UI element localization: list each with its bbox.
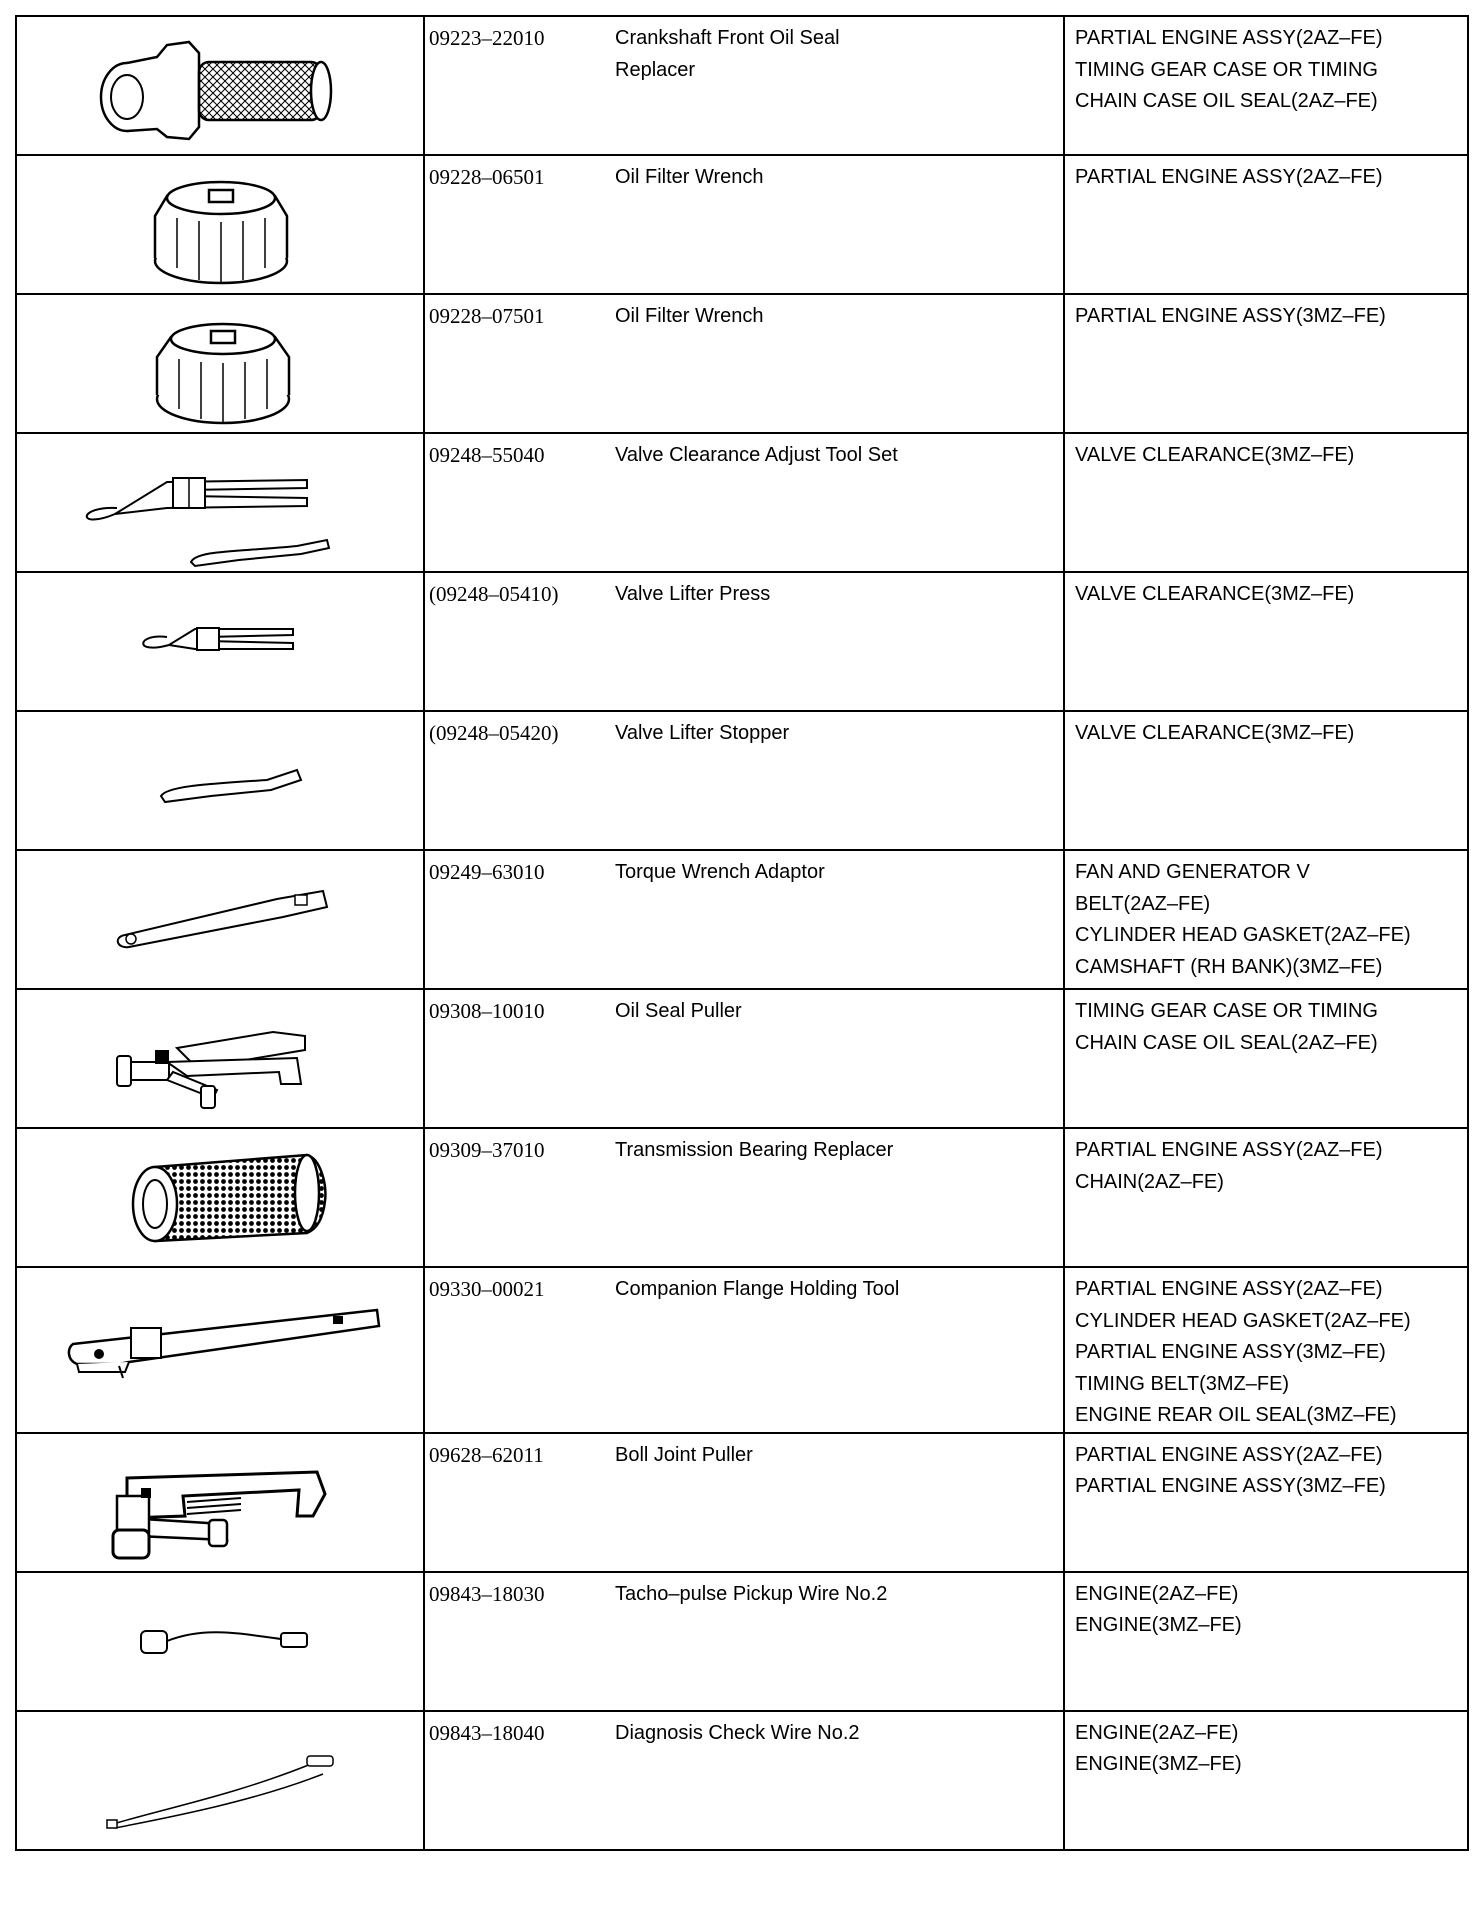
tool-usage-cell — [1064, 294, 1468, 433]
valve-clearance-tool-set-icon — [17, 434, 423, 573]
usage-line: PARTIAL ENGINE ASSY(2AZ–FE) — [1075, 1443, 1383, 1466]
part-number: 09843–18030 — [429, 1581, 545, 1606]
tool-name — [609, 579, 770, 611]
tool-name-line: Transmission Bearing Replacer — [615, 1139, 894, 1161]
usage-line: PARTIAL ENGINE ASSY(2AZ–FE) — [1075, 27, 1383, 49]
tool-info-cell — [424, 433, 1064, 572]
tool-name-line: Boll Joint Puller — [615, 1443, 753, 1466]
tool-usage-cell — [1064, 1128, 1468, 1267]
table-row — [16, 850, 1468, 989]
table-row — [16, 294, 1468, 433]
tool-illustration-cell — [16, 1128, 424, 1267]
usage-line: PARTIAL ENGINE ASSY(3MZ–FE) — [1075, 1341, 1386, 1363]
table-row — [16, 572, 1468, 711]
usage-line: TIMING GEAR CASE OR TIMING — [1075, 1000, 1378, 1022]
tool-usage-cell — [1064, 1433, 1468, 1572]
tool-name — [609, 718, 789, 750]
table-row — [16, 1572, 1468, 1711]
oil-filter-wrench-icon — [17, 295, 423, 434]
valve-lifter-stopper-icon — [17, 712, 423, 851]
table-row — [16, 155, 1468, 294]
tool-info-cell — [424, 989, 1064, 1128]
part-number: 09843–18040 — [429, 1720, 545, 1745]
tool-usage-cell — [1064, 1267, 1468, 1433]
usage-line: ENGINE(2AZ–FE) — [1075, 1721, 1239, 1744]
usage-line: ENGINE(2AZ–FE) — [1075, 1582, 1239, 1605]
usage-line: FAN AND GENERATOR V — [1075, 861, 1310, 883]
tool-illustration-cell — [16, 989, 424, 1128]
tool-usage-cell — [1064, 433, 1468, 572]
oil-seal-replacer-icon — [17, 17, 423, 156]
tool-name — [609, 440, 898, 472]
usage-line: VALVE CLEARANCE(3MZ–FE) — [1075, 444, 1355, 466]
tool-usage-cell — [1064, 1711, 1468, 1850]
part-number: 09330–00021 — [429, 1277, 545, 1301]
torque-wrench-adaptor-icon — [17, 851, 423, 990]
tool-name — [609, 996, 742, 1028]
usage-line: CHAIN CASE OIL SEAL(2AZ–FE) — [1075, 90, 1378, 112]
tool-info-cell — [424, 155, 1064, 294]
usage-line: TIMING GEAR CASE OR TIMING — [1075, 58, 1378, 81]
tool-info-cell — [424, 1433, 1064, 1572]
tool-name — [609, 301, 764, 333]
tool-name-line: Oil Filter Wrench — [615, 305, 764, 327]
tool-name-line: Companion Flange Holding Tool — [615, 1278, 900, 1300]
table-row — [16, 1711, 1468, 1850]
usage-line: ENGINE(3MZ–FE) — [1075, 1753, 1242, 1775]
usage-line: PARTIAL ENGINE ASSY(3MZ–FE) — [1075, 305, 1386, 327]
tool-usage-cell — [1064, 1572, 1468, 1711]
pickup-wire-icon — [17, 1573, 423, 1712]
tool-name — [609, 23, 840, 86]
tool-illustration-cell — [16, 433, 424, 572]
tool-name-line: Torque Wrench Adaptor — [615, 861, 825, 883]
tool-info-cell — [424, 294, 1064, 433]
tool-info-cell — [424, 711, 1064, 850]
tool-name-line: Tacho–pulse Pickup Wire No.2 — [615, 1582, 888, 1605]
part-number: 09248–55040 — [429, 443, 545, 467]
tool-illustration-cell — [16, 850, 424, 989]
usage-line: ENGINE REAR OIL SEAL(3MZ–FE) — [1075, 1404, 1397, 1426]
tool-illustration-cell — [16, 572, 424, 711]
tool-name — [609, 1579, 887, 1611]
tool-illustration-cell — [16, 1267, 424, 1433]
tool-name — [609, 1274, 899, 1306]
tool-illustration-cell — [16, 1711, 424, 1850]
tool-name-line: Replacer — [615, 58, 696, 81]
usage-line: CHAIN CASE OIL SEAL(2AZ–FE) — [1075, 1031, 1378, 1054]
usage-line: VALVE CLEARANCE(3MZ–FE) — [1075, 583, 1355, 605]
part-number: (09248–05410) — [429, 582, 559, 606]
usage-line: CAMSHAFT (RH BANK)(3MZ–FE) — [1075, 955, 1383, 978]
tool-name-line: Valve Clearance Adjust Tool Set — [615, 444, 898, 466]
tool-info-cell — [424, 16, 1064, 155]
table-row — [16, 16, 1468, 155]
part-number: 09223–22010 — [429, 26, 545, 50]
table-row — [16, 989, 1468, 1128]
tool-illustration-cell — [16, 294, 424, 433]
tool-illustration-cell — [16, 155, 424, 294]
usage-line: CYLINDER HEAD GASKET(2AZ–FE) — [1075, 924, 1411, 946]
tool-usage-cell — [1064, 572, 1468, 711]
tool-info-cell — [424, 1128, 1064, 1267]
tool-info-cell — [424, 1711, 1064, 1850]
part-number: 09308–10010 — [429, 999, 545, 1023]
usage-line: CHAIN(2AZ–FE) — [1075, 1170, 1224, 1193]
oil-filter-wrench-icon — [17, 156, 423, 295]
part-number: (09248–05420) — [429, 721, 559, 745]
part-number: 09249–63010 — [429, 860, 545, 884]
tool-info-cell — [424, 850, 1064, 989]
tool-usage-cell — [1064, 155, 1468, 294]
tool-info-cell — [424, 1267, 1064, 1433]
usage-line: PARTIAL ENGINE ASSY(2AZ–FE) — [1075, 166, 1383, 188]
tool-info-cell — [424, 572, 1064, 711]
tool-name — [609, 162, 764, 194]
tool-name-line: Diagnosis Check Wire No.2 — [615, 1721, 860, 1744]
tool-usage-cell — [1064, 711, 1468, 850]
tool-info-cell — [424, 1572, 1064, 1711]
tool-illustration-cell — [16, 711, 424, 850]
table-row — [16, 1433, 1468, 1572]
tool-illustration-cell — [16, 1572, 424, 1711]
flange-holding-tool-icon — [17, 1268, 423, 1429]
tool-name-line: Oil Filter Wrench — [615, 166, 764, 188]
part-number: 09228–07501 — [429, 304, 545, 328]
tool-name — [609, 1718, 860, 1750]
table-row — [16, 1128, 1468, 1267]
tool-usage-cell — [1064, 16, 1468, 155]
tool-name-line: Oil Seal Puller — [615, 1000, 742, 1022]
table-row — [16, 711, 1468, 850]
check-wire-icon — [17, 1712, 423, 1851]
part-number: 09309–37010 — [429, 1138, 545, 1162]
tool-name — [609, 1440, 753, 1472]
tool-name — [609, 857, 825, 889]
usage-line: ENGINE(3MZ–FE) — [1075, 1614, 1242, 1636]
bearing-replacer-icon — [17, 1129, 423, 1268]
usage-line: PARTIAL ENGINE ASSY(2AZ–FE) — [1075, 1139, 1383, 1161]
usage-line: PARTIAL ENGINE ASSY(2AZ–FE) — [1075, 1278, 1383, 1300]
tool-illustration-cell — [16, 1433, 424, 1572]
tool-name-line: Valve Lifter Stopper — [615, 722, 790, 744]
oil-seal-puller-icon — [17, 990, 423, 1129]
part-number: 09228–06501 — [429, 165, 545, 189]
usage-line: BELT(2AZ–FE) — [1075, 892, 1211, 915]
tool-name-line: Valve Lifter Press — [615, 583, 771, 605]
usage-line: CYLINDER HEAD GASKET(2AZ–FE) — [1075, 1309, 1411, 1332]
table-row — [16, 1267, 1468, 1433]
table-row — [16, 433, 1468, 572]
tool-illustration-cell — [16, 16, 424, 155]
ball-joint-puller-icon — [17, 1434, 423, 1573]
usage-line: TIMING BELT(3MZ–FE) — [1075, 1372, 1290, 1395]
tool-usage-cell — [1064, 850, 1468, 989]
tool-usage-cell — [1064, 989, 1468, 1128]
usage-line: PARTIAL ENGINE ASSY(3MZ–FE) — [1075, 1475, 1386, 1497]
tool-name — [609, 1135, 893, 1167]
usage-line: VALVE CLEARANCE(3MZ–FE) — [1075, 722, 1355, 744]
part-number: 09628–62011 — [429, 1442, 544, 1467]
tool-name-line: Crankshaft Front Oil Seal — [615, 27, 840, 49]
special-service-tools-table — [15, 15, 1469, 1851]
valve-lifter-press-icon — [17, 573, 423, 712]
